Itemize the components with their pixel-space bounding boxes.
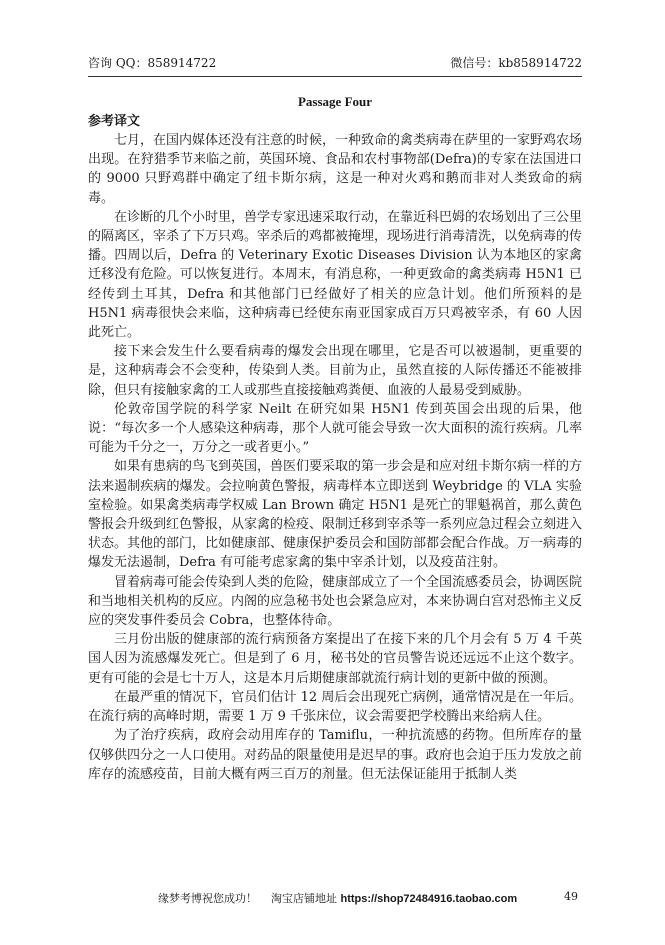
passage-title: Passage Four [297,94,373,109]
page-footer [88,890,582,908]
paragraph: 冒着病毒可能会传染到人类的危险，健康部成立了一个全国流感委员会，协调医院和当地相关机构的反应。内阁的应急秘书处也会紧急应对，本来协调白宫对恐怖主义反应的突发事件委员会 Cobra，也整体待命。 [88,574,583,629]
paragraph: 在诊断的几个小时里，兽学专家迅速采取行动，在靠近科巴姆的农场划出了三公里的隔离区，宰杀了下万只鸡。宰杀后的鸡都被掩埋，现场进行消毒清洗，以免病毒的传播。四周以后，Defra 的 Veterinary Exotic Diseases Division 认为本地区的家禽迁移没有危险。可以恢复进行。本周末，有消息称，一种更致命的禽类病毒 H5N1 已经传到土耳其，Defra 和其他部门已经做好了相关的应急计划。他们所预料的是 H5N1 病毒很快会来临，这种病毒已经使东南亚国家成百万只鸡被宰杀，有 60 人因此死亡。 [88,209,583,341]
paragraph: 三月份出版的健康部的流行病预备方案提出了在接下来的几个月会有 5 万 4 千英国人因为流感爆发死亡。但是到了 6 月，秘书处的官员警告说还远远不止这个数字。更有可能的会是七十万人，这是本月后期健康部就流行病计划的更新中做的预测。 [88,632,582,686]
section-heading: 参考译文 [88,114,141,129]
footer-shop-link[interactable]: https://shop72484916.taobao.com [340,893,518,905]
paragraph: 为了治疗疾病，政府会动用库存的 Tamiflu，一种抗流感的药物。但所库存的量仅够供四分之一人口使用。对药品的限量使用是迟早的事。政府也会迫于压力发放之前库存的流感疫苗，目前大概有两三百万的剂量。但无法保证能用于抵制人类 [88,728,583,782]
page-number: 49 [564,890,578,903]
footer-text [158,890,517,906]
paragraph: 伦敦帝国学院的科学家 Neilt 在研究如果 H5N1 传到英国会出现的后果，他说：“每次多一个人感染这种病毒，那个人就可能会导致一次大面积的流行疾病。几率可能为千分之一，万分之一或者更小。” [88,401,582,456]
footer-shop-label: 淘宝店铺地址 [271,892,337,905]
header-wechat-contact: 微信号：kb858914722 [450,56,582,70]
paragraph: 如果有患病的鸟飞到英国，兽医们要采取的第一步会是和应对纽卡斯尔病一样的方法来遏制疾病的爆发。会拉响黄色警报，病毒样本立即送到 Weybridge 的 VLA 实验室检验。如果禽类病毒学权威 Lan Brown 确定 H5N1 是死亡的罪魁祸首，那么黄色警报会升级到红色警报，从家禽的检疫、限制迁移到宰杀等一系列应急过程会立刻进入状态。其他的部门，比如健康部、健康保护委员会和国防部都会配合作战。万一病毒的爆发无法遏制，Defra 有可能考虑家禽的集中宰杀计划，以及疫苗注射。 [88,459,583,571]
page-header [88,52,582,74]
header-divider [88,76,582,77]
paragraph: 接下来会发生什么要看病毒的爆发会出现在哪里，它是否可以被遏制，更重要的是，这种病毒会不会变种，传染到人类。目前为止，虽然直接的人际传播还不能被排除，但只有接触家禽的工人或那些直接接触鸡粪便、血液的人最易受到威胁。 [88,344,582,398]
header-qq-contact: 咨询 QQ：858914722 [88,56,217,70]
paragraph: 七月，在国内媒体还没有注意的时候，一种致命的禽类病毒在萨里的一家野鸡农场出现。在狩猎季节来临之前，英国环境、食品和农村事物部(Defra)的专家在法国进口的 9000 只野鸡群中确定了纽卡斯尔病，这是一种对火鸡和鹅而非对人类致命的病毒。 [88,133,583,206]
footer-slogan: 缘梦考博祝您成功！ [158,892,257,905]
paragraph: 在最严重的情况下，官员们估计 12 周后会出现死亡病例，通常情况是在一年后。在流行病的高峰时期，需要 1 万 9 千张床位，议会需要把学校腾出来给病人住。 [88,689,582,725]
translation-body [88,131,582,784]
